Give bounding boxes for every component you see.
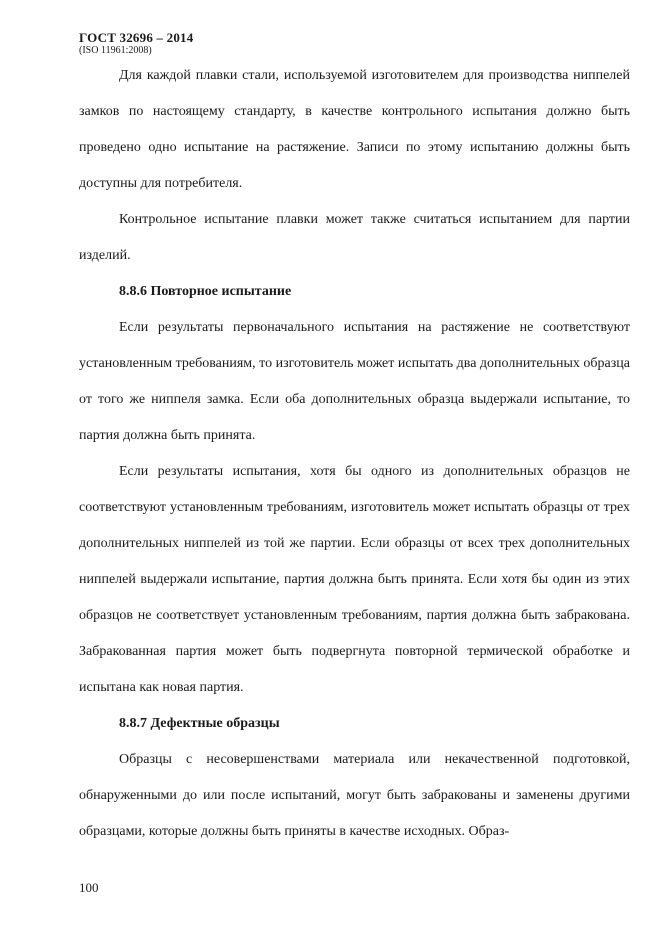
- paragraph: Если результаты испытания, хотя бы одного из дополнительных образцов не соответствуют установленным требованиям, изготовитель может испытать образцы от трех дополнительных ниппелей из той же партии. Если образцы от всех трех дополнительных ниппелей выдержали испытание, партия должна быть принята. Если хотя бы один из этих образцов не соответствует установленным требованиям, партия должна быть забракована. Забракованная партия может быть подвергнута повторной термической обработке и испытана как новая партия.: [79, 464, 630, 695]
- paragraph: Для каждой плавки стали, используемой изготовителем для производства ниппелей замков по настоящему стандарту, в качестве контрольного испытания должно быть проведено одно испытание на растяжение. Записи по этому испытанию должны быть доступны для потребителя.: [79, 68, 630, 191]
- iso-reference: (ISO 11961:2008): [79, 45, 152, 56]
- document-header: [79, 30, 193, 56]
- section-heading-8-8-7: 8.8.7 Дефектные образцы: [119, 716, 280, 731]
- page-content: [79, 58, 630, 850]
- paragraph: Если результаты первоначального испытания на растяжение не соответствуют установленным требованиям, то изготовитель может испытать два дополнительных образца от того же ниппеля замка. Если оба дополнительных образца выдержали испытание, то партия должна быть принята.: [79, 320, 630, 443]
- page-number: 100: [79, 880, 99, 895]
- paragraph: Контрольное испытание плавки может также считаться испытанием для партии изделий.: [79, 212, 630, 263]
- standard-code: ГОСТ 32696 – 2014: [79, 30, 194, 45]
- paragraph: Образцы с несовершенствами материала или некачественной подготовкой, обнаруженными до или после испытаний, могут быть забракованы и заменены другими образцами, которые должны быть приняты в качестве исходных. Образ-: [79, 752, 630, 839]
- section-heading-8-8-6: 8.8.6 Повторное испытание: [119, 284, 292, 299]
